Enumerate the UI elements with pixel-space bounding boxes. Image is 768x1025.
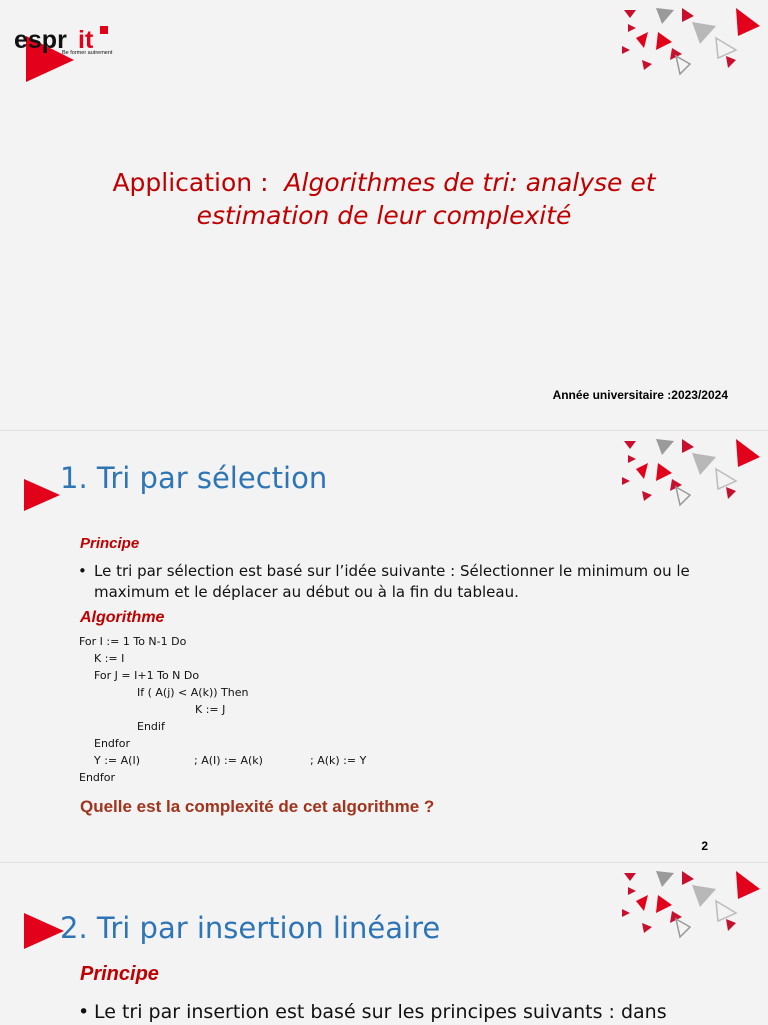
title-plain: Application : bbox=[112, 168, 269, 197]
red-arrow-icon bbox=[22, 475, 62, 515]
code-line: ; A(I) := A(k) bbox=[194, 754, 263, 767]
logo-tagline: Be former autrement bbox=[62, 50, 113, 56]
code-line: Y := A(I) bbox=[94, 754, 140, 767]
bullet-dot: • bbox=[78, 562, 87, 580]
section-heading: 1. Tri par sélection bbox=[60, 461, 328, 495]
complexity-question: Quelle est la complexité de cet algorithme ? bbox=[80, 797, 435, 816]
title-italic-line2: estimation de leur complexité bbox=[196, 201, 572, 230]
decorative-triangles bbox=[608, 2, 768, 76]
title-slide bbox=[0, 0, 768, 430]
principe-bullet bbox=[78, 561, 728, 603]
principe-label: Principe bbox=[80, 963, 159, 985]
decorative-triangles bbox=[608, 865, 768, 939]
academic-year: Année universitaire :2023/2024 bbox=[552, 388, 728, 402]
algorithme-label: Algorithme bbox=[80, 609, 165, 626]
code-line: For I := 1 To N-1 Do bbox=[79, 635, 187, 648]
logo-dot bbox=[100, 26, 108, 34]
principe-label: Principe bbox=[80, 535, 140, 552]
bullet-text: Le tri par sélection est basé sur l’idée suivante : Sélectionner le minimum ou le maximum et le déplacer au début ou à la fin du tableau. bbox=[94, 562, 690, 601]
principe-bullet bbox=[78, 999, 728, 1025]
bullet-dot: • bbox=[78, 1001, 90, 1023]
code-line: K := I bbox=[94, 652, 125, 665]
slide-tri-insertion bbox=[0, 862, 768, 1025]
code-line: For J = I+1 To N Do bbox=[94, 669, 200, 682]
section-heading: 2. Tri par insertion linéaire bbox=[60, 911, 441, 945]
code-line: If ( A(j) < A(k)) Then bbox=[137, 686, 249, 699]
esprit-logo bbox=[12, 18, 132, 82]
title-italic-line1: Algorithmes de tri: analyse et bbox=[284, 168, 656, 197]
code-line: K := J bbox=[195, 703, 226, 716]
decorative-triangles bbox=[608, 433, 768, 507]
bullet-text: Le tri par insertion est basé sur les principes suivants : dans bbox=[94, 1001, 667, 1023]
code-line: Endif bbox=[137, 720, 165, 733]
presentation-title bbox=[0, 166, 768, 232]
code-line: Endfor bbox=[94, 737, 131, 750]
page-number: 2 bbox=[701, 839, 708, 853]
code-line: ; A(k) := Y bbox=[310, 754, 367, 767]
code-line: Endfor bbox=[79, 771, 116, 784]
logo-text: espr bbox=[14, 26, 67, 54]
slide-tri-selection bbox=[0, 430, 768, 863]
logo-accent: it bbox=[78, 26, 94, 54]
